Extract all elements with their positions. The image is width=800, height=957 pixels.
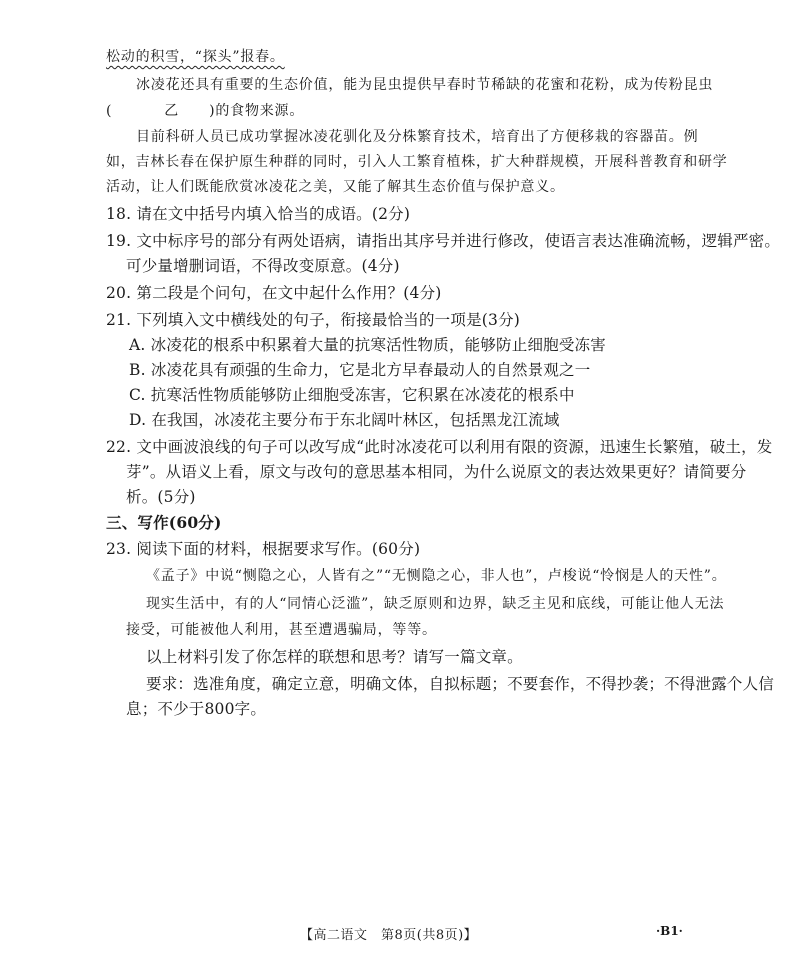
paper-code: ·B1· [656, 924, 683, 938]
passage-text: )的食物来源。 [209, 103, 305, 119]
wavy-underlined-sentence: 松动的积雪，“探头”报春。 [106, 49, 285, 65]
question-22-cont: 芽”。从语义上看，原文与改句的意思基本相同，为什么说原文的表达效果更好？请简要分 [126, 463, 747, 481]
option-a: A. 冰凌花的根系中积累着大量的抗寒活性物质，能够防止细胞受冻害 [129, 336, 606, 354]
passage-paragraph-line: 冰凌花还具有重要的生态价值，能为昆虫提供早春时节稀缺的花蜜和花粉，成为传粉昆虫 [136, 77, 714, 93]
writing-requirements-cont: 息；不少于800字。 [126, 700, 267, 718]
passage-paragraph-line: 目前科研人员已成功掌握冰凌花驯化及分株繁育技术，培育出了方便移栽的容器苗。例 [136, 129, 699, 145]
blank-mark: 乙 [164, 103, 180, 119]
material-line: 《孟子》中说“恻隐之心，人皆有之”“无恻隐之心，非人也”，卢梭说“怜悯是人的天性”。 [146, 568, 727, 584]
question-19: 19. 文中标序号的部分有两处语病，请指出其序号并进行修改，使语言表达准确流畅，逻辑严密。 [106, 232, 781, 250]
page-footer: 【高二语文 第8页(共8页)】 [300, 928, 478, 943]
question-18: 18. 请在文中括号内填入恰当的成语。(2分) [106, 205, 411, 223]
option-c: C. 抗寒活性物质能够防止细胞受冻害，它积累在冰凌花的根系中 [129, 386, 575, 404]
option-d: D. 在我国，冰凌花主要分布于东北阔叶林区，包括黑龙江流域 [129, 411, 560, 429]
question-21: 21. 下列填入文中横线处的句子，衔接最恰当的一项是(3分) [106, 311, 521, 329]
material-line: 现实生活中，有的人“同情心泛滥”，缺乏原则和边界，缺乏主见和底线，可能让他人无法 [146, 596, 725, 612]
question-22-cont: 析。(5分) [126, 488, 196, 506]
passage-paragraph-line: 活动，让人们既能欣赏冰凌花之美，又能了解其生态价值与保护意义。 [106, 179, 565, 195]
question-23: 23. 阅读下面的材料，根据要求写作。(60分) [106, 540, 421, 558]
material-line: 接受，可能被他人利用，甚至遭遇骗局，等等。 [126, 622, 437, 638]
passage-wavy-line [106, 46, 285, 68]
blank-paren-open: ( [106, 103, 113, 119]
section-heading-writing: 三、写作(60分) [106, 513, 222, 532]
writing-prompt: 以上材料引发了你怎样的联想和思考？请写一篇文章。 [146, 648, 523, 666]
option-b: B. 冰凌花具有顽强的生命力，它是北方早春最动人的自然景观之一 [129, 361, 591, 379]
passage-paragraph-line [106, 100, 304, 122]
question-19-cont: 可少量增删词语，不得改变原意。(4分) [126, 257, 400, 275]
question-20: 20. 第二段是个问句，在文中起什么作用？(4分) [106, 284, 442, 302]
writing-requirements: 要求：选准角度，确定立意，明确文体，自拟标题；不要套作，不得抄袭；不得泄露个人信 [146, 675, 775, 693]
question-22: 22. 文中画波浪线的句子可以改写成“此时冰凌花可以利用有限的资源，迅速生长繁殖，破土，发 [106, 438, 773, 456]
passage-paragraph-line: 如，吉林长春在保护原生种群的同时，引入人工繁育植株，扩大种群规模，开展科普教育和研学 [106, 154, 728, 170]
